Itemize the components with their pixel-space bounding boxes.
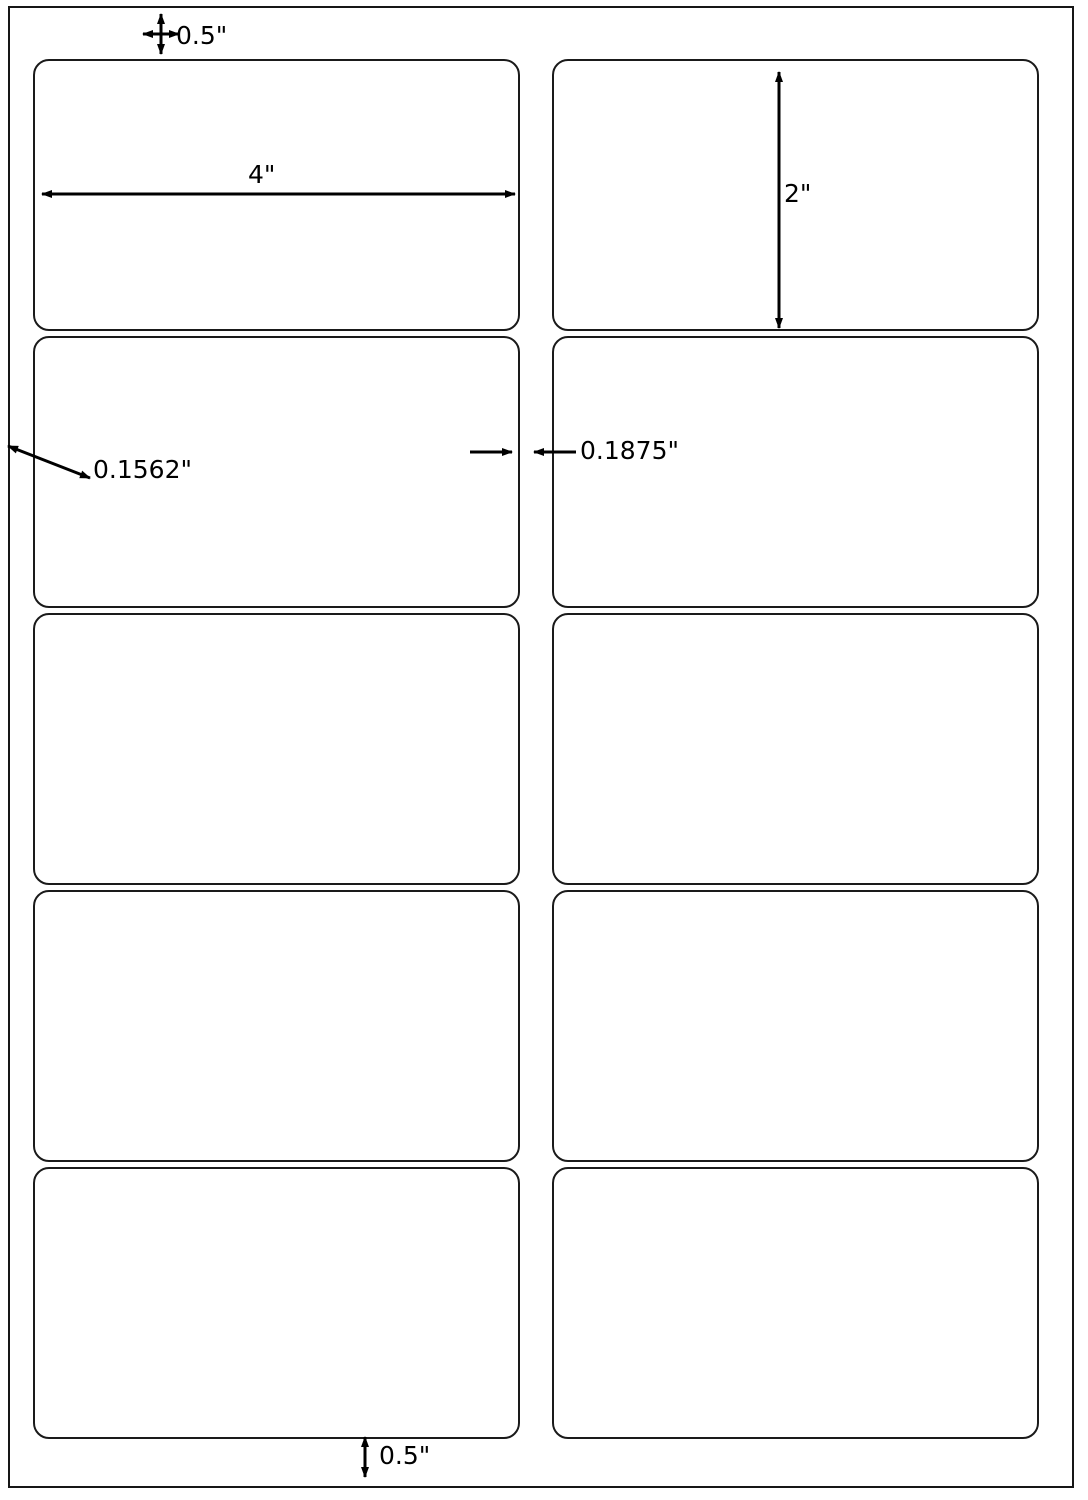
dimension-top-margin: 0.5" [176, 21, 228, 50]
label-cell[interactable] [33, 59, 520, 331]
labels-grid [33, 59, 1039, 1438]
dimension-side-margin: 0.1562" [93, 455, 192, 484]
dimension-bottom-margin: 0.5" [379, 1441, 431, 1470]
dimension-label-height: 2" [784, 179, 812, 208]
dimension-center-gutter: 0.1875" [580, 436, 679, 465]
label-cell[interactable] [552, 336, 1039, 608]
label-cell[interactable] [33, 890, 520, 1162]
label-cell[interactable] [552, 890, 1039, 1162]
label-cell[interactable] [552, 613, 1039, 885]
dimension-label-width: 4" [248, 160, 276, 189]
label-cell[interactable] [552, 1167, 1039, 1439]
label-cell[interactable] [33, 613, 520, 885]
label-cell[interactable] [33, 1167, 520, 1439]
